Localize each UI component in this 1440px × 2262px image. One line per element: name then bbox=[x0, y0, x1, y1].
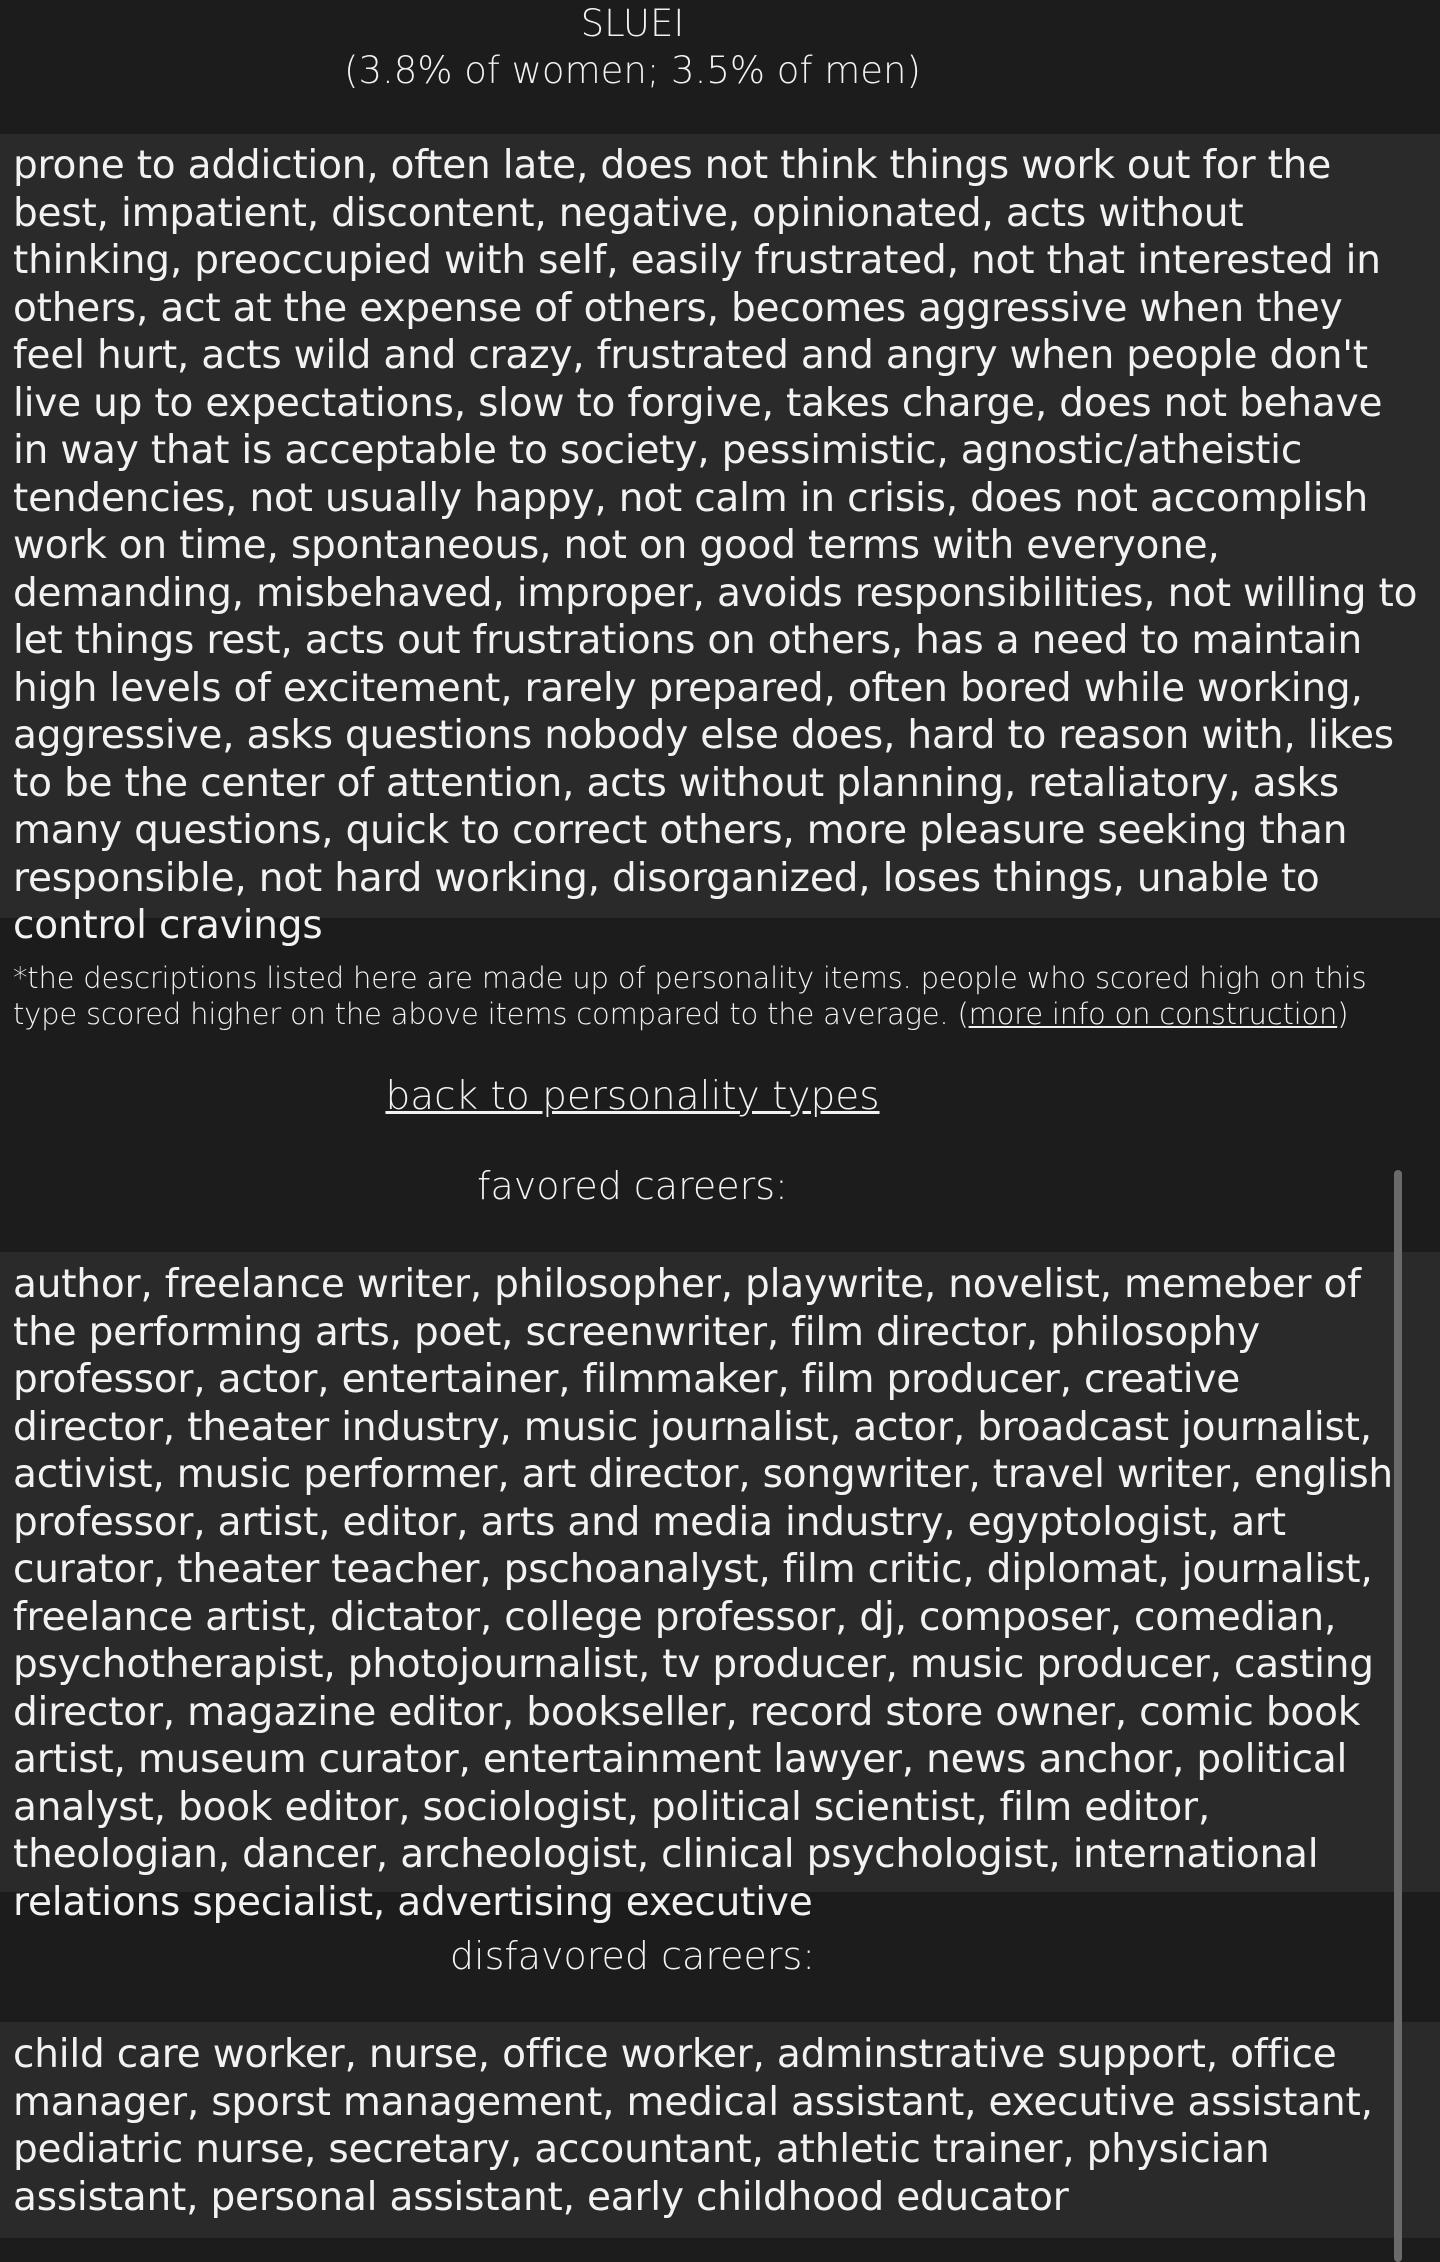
type-header bbox=[0, 0, 1265, 94]
disfavored-careers-text: child care worker, nurse, office worker, adminstrative support, office manager, sporst management, medical assistant, executive assistant, pediatric nurse, secretary, accountant, athletic trainer, physician assistant, personal assistant, early childhood educator bbox=[13, 2032, 1373, 2220]
description-panel bbox=[0, 134, 1440, 948]
construction-footnote bbox=[13, 960, 1393, 1032]
favored-careers-text: author, freelance writer, philosopher, playwrite, novelist, memeber of the performing arts, poet, screenwriter, film director, philosophy professor, actor, entertainer, filmmaker, film producer, creative director, theater industry, music journalist, actor, broadcast journalist, activist, music performer, art director, songwriter, travel writer, english professor, artist, editor, arts and media industry, egyptologist, art curator, theater teacher, pschoanalyst, film critic, diplomat, journalist, freelance artist, dictator, college professor, dj, composer, comedian, psychotherapist, photojournalist, tv producer, music producer, casting director, magazine editor, bookseller, record store owner, comic book artist, museum curator, entertainment lawyer, news anchor, political analyst, book editor, sociologist, political scientist, film editor, theologian, dancer, archeologist, clinical psychologist, international relations specialist, advertising executive bbox=[13, 1262, 1393, 1925]
description-text: prone to addiction, often late, does not think things work out for the best, impatient, discontent, negative, opinionated, acts without thinking, preoccupied with self, easily frustrated, not that interested in others, act at the expense of others, becomes aggressive when they feel hurt, acts wild and crazy, frustrated and angry when people don't live up to expectations, slow to forgive, takes charge, does not behave in way that is acceptable to society, pessimistic, agnostic/atheistic tendencies, not usually happy, not calm in crisis, does not accomplish work on time, spontaneous, not on good terms with everyone, demanding, misbehaved, improper, avoids responsibilities, not willing to let things rest, acts out frustrations on others, has a need to maintain high levels of excitement, rarely prepared, often bored while working, aggressive, asks questions nobody else does, hard to reason with, likes to be the center of attention, acts without planning, retaliatory, asks many questions, quick to correct others, more pleasure seeking than responsible, not hard working, disorganized, loses things, unable to control cravings bbox=[13, 143, 1418, 948]
type-title: SLUEI bbox=[580, 2, 685, 45]
footnote-close: ) bbox=[1337, 997, 1349, 1031]
disfavored-careers-panel bbox=[0, 2022, 1440, 2238]
footnote-text: *the descriptions listed here are made up of personality items. people who scored high on this type scored higher on the above items compared to the average. ( bbox=[13, 961, 1367, 1031]
disfavored-careers-title: disfavored careers: bbox=[449, 1934, 816, 1978]
favored-careers-panel bbox=[0, 1252, 1440, 1925]
type-prevalence: (3.8% of women; 3.5% of men) bbox=[344, 49, 921, 92]
back-to-types-link[interactable]: back to personality types bbox=[385, 1074, 880, 1119]
favored-careers-title: favored careers: bbox=[477, 1164, 788, 1208]
more-info-link[interactable]: more info on construction bbox=[968, 997, 1338, 1031]
vertical-scrollbar[interactable] bbox=[1394, 1170, 1402, 2262]
